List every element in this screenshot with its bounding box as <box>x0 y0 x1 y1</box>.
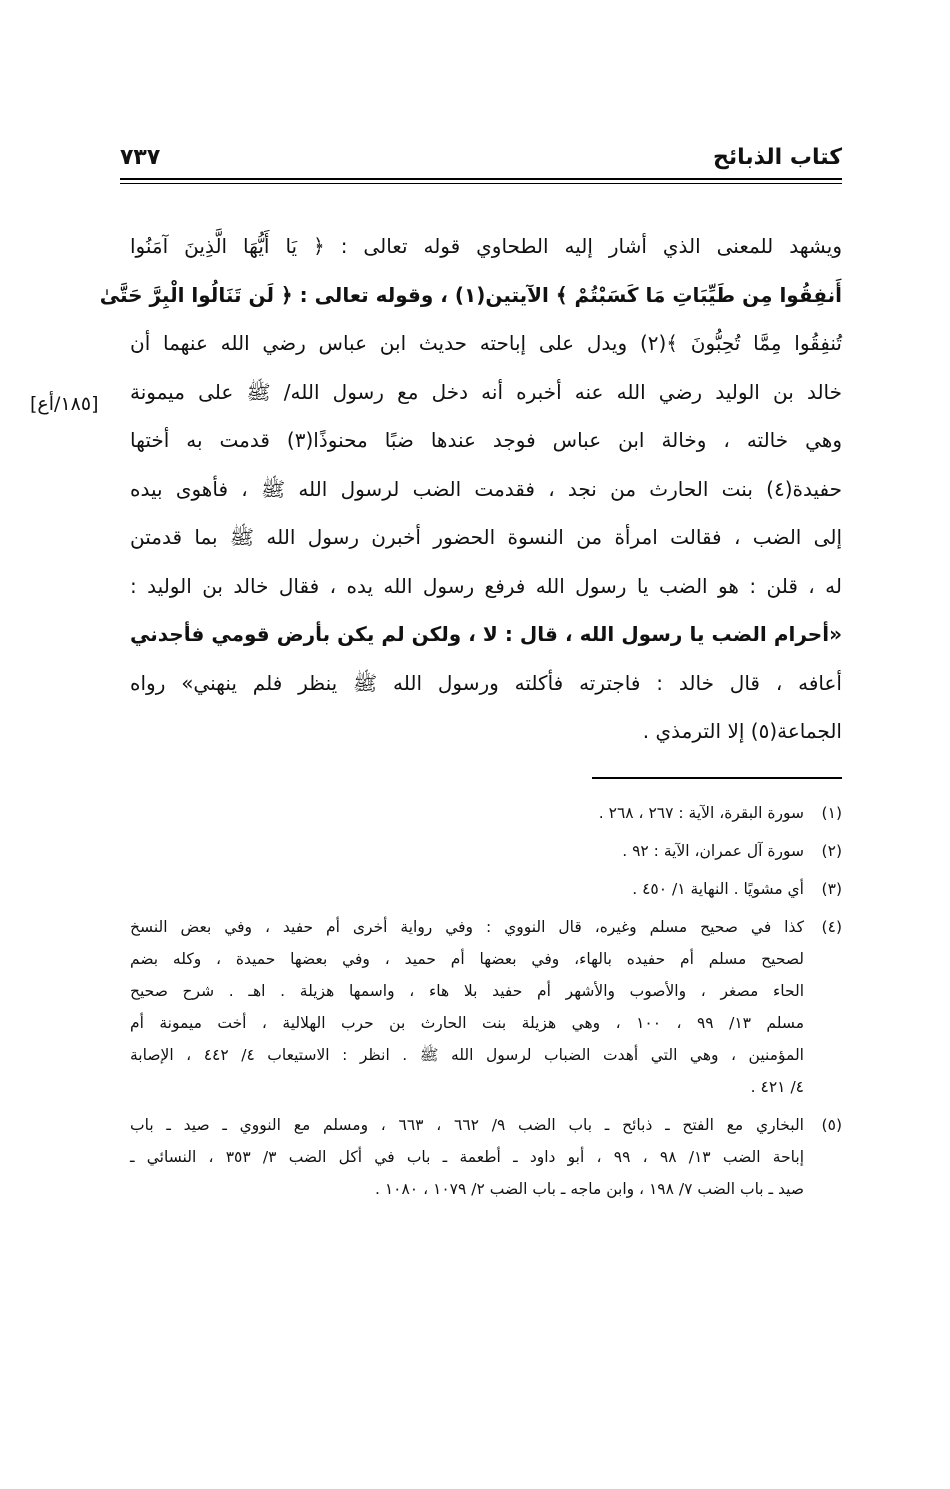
footnote <box>130 797 842 829</box>
footnote <box>130 873 842 905</box>
body-line: حفيدة(٤) بنت الحارث من نجد ، فقدمت الضب لرسول الله ﷺ ، فأهوى بيده <box>130 476 842 501</box>
footnote-line: كذا في صحيح مسلم وغيره، قال النووي : وفي رواية أخرى أم حفيد ، وفي بعض النسخ <box>130 918 804 936</box>
body-line: ويشهد للمعنى الذي أشار إليه الطحاوي قوله تعالى : ﴿ يَا أَيُّهَا الَّذِينَ آمَنُوا <box>130 234 842 258</box>
body-line: خالد بن الوليد رضي الله عنه أخبره أنه دخل مع رسول الله/ ﷺ على ميمونة <box>130 379 842 404</box>
page-number: ٧٣٧ <box>120 145 161 170</box>
footnotes <box>130 797 842 1211</box>
footnote-line: أي مشويًا . النهاية ١/ ٤٥٠ . <box>632 880 804 898</box>
footnote-line: مسلم ١٣/ ٩٩ ، ١٠٠ ، وهي هزيلة بنت الحارث بن حرب الهلالية ، أخت ميمونة أم <box>130 1014 804 1032</box>
header-rule <box>120 178 842 184</box>
body-line: وهي خالته ، وخالة ابن عباس فوجد عندها ضبًا محنوذًا(٣) قدمت به أختها <box>130 428 842 452</box>
body-line: «أحرام الضب يا رسول الله ، قال : لا ، ولكن لم يكن بأرض قومي فأجدني <box>130 622 842 646</box>
footnote-number: (١) <box>821 804 842 822</box>
footnote-line: سورة آل عمران، الآية : ٩٢ . <box>622 842 804 860</box>
footnote-separator <box>592 777 842 779</box>
body-line: الجماعة(٥) إلا الترمذي . <box>642 719 842 743</box>
footnote <box>130 835 842 867</box>
body-line: تُنفِقُوا مِمَّا تُحِبُّونَ ﴾(٢) ويدل على إباحته حديث ابن عباس رضي الله عنهما أن <box>130 331 842 355</box>
body-line: أعافه ، قال خالد : فاجترته فأكلته ورسول الله ﷺ ينظر فلم ينهني» رواه <box>130 670 842 695</box>
page-header <box>120 138 842 178</box>
footnote-line: البخاري مع الفتح ـ ذبائح ـ باب الضب ٩/ ٦٦٢ ، ٦٦٣ ، ومسلم مع النووي ـ صيد ـ باب <box>130 1116 804 1134</box>
footnote-line: لصحيح مسلم أم حفيده بالهاء، وفي بعضها أم حميد ، وفي بعضها حميدة ، وكله بضم <box>130 950 804 968</box>
margin-note: [١٨٥/أع] <box>30 393 99 415</box>
footnote <box>130 1109 842 1205</box>
footnote-line: صيد ـ باب الضب ٧/ ١٩٨ ، وابن ماجه ـ باب الضب ٢/ ١٠٧٩ ، ١٠٨٠ . <box>374 1180 804 1198</box>
footnote-number: (٣) <box>821 880 842 898</box>
footnote-number: (٢) <box>821 842 842 860</box>
body-line: له ، قلن : هو الضب يا رسول الله فرفع رسول الله يده ، فقال خالد بن الوليد : <box>130 573 842 598</box>
footnote-line: المؤمنين ، وهي التي أهدت الضباب لرسول الله ﷺ . انظر : الاستيعاب ٤/ ٤٤٢ ، الإصابة <box>130 1046 804 1064</box>
body-line: إلى الضب ، فقالت امرأة من النسوة الحضور أخبرن رسول الله ﷺ بما قدمتن <box>130 525 842 549</box>
footnote <box>130 911 842 1103</box>
footnote-number: (٥) <box>821 1116 842 1134</box>
footnote-line: إباحة الضب ١٣/ ٩٨ ، ٩٩ ، أبو داود ـ أطعمة ـ باب في أكل الضب ٣/ ٣٥٣ ، النسائي ـ <box>130 1148 805 1166</box>
body-line: أَنفِقُوا مِن طَيِّبَاتِ مَا كَسَبْتُمْ ﴾ الآيتين(١) ، وقوله تعالى : ﴿ لَن تَنَالُوا الْبِرَّ حَتَّىٰ <box>99 282 842 307</box>
footnote-number: (٤) <box>821 918 842 936</box>
chapter-title: كتاب الذبائح <box>713 145 842 170</box>
main-text <box>99 222 842 756</box>
footnote-line: سورة البقرة، الآية : ٢٦٧ ، ٢٦٨ . <box>598 804 804 822</box>
footnote-line: الحاء مصغر ، والأصوب والأشهر أم حفيد بلا هاء ، واسمها هزيلة . اهـ . شرح صحيح <box>130 982 804 1000</box>
footnote-line: ٤/ ٤٢١ . <box>750 1078 804 1096</box>
